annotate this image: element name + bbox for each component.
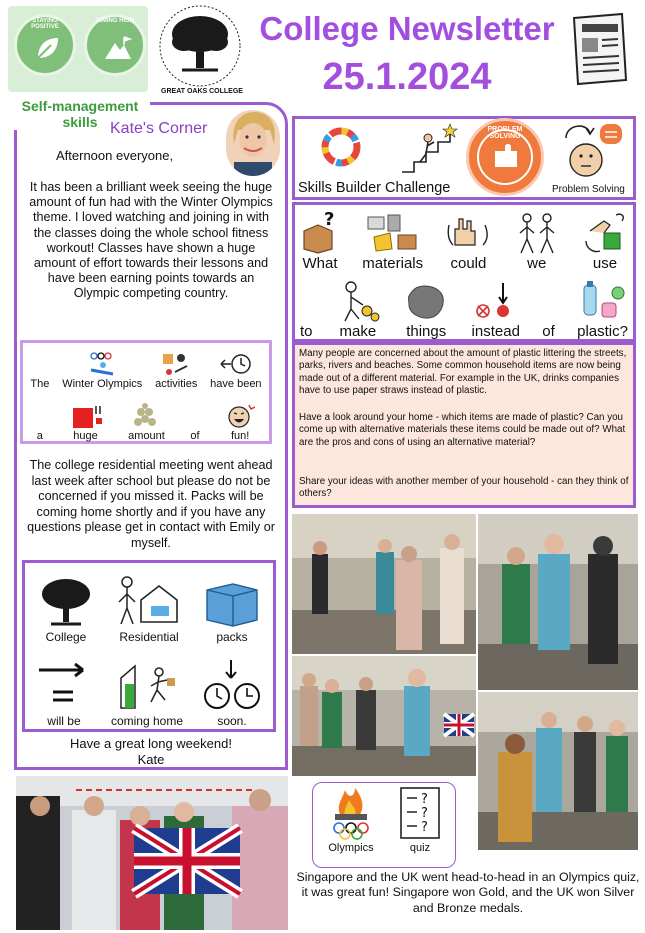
svg-text:?: ? [324,211,335,230]
symbols1-row2 [24,396,268,442]
symbol-label: amount [128,430,165,442]
symbols2-row1 [26,566,272,644]
kate-signoff-2: Kate [137,752,165,767]
problem-solving-thinking-icon [560,120,626,187]
symbol-label: The [30,378,50,390]
symbol-amount [128,402,165,442]
use-hand-icon [582,211,628,255]
challenge-row2 [296,272,632,340]
symbol-fun [225,402,255,442]
symbol-packs [203,574,261,644]
symbol-label: Winter Olympics [62,378,143,390]
symbol-label: things [406,323,447,340]
symbol-soon [201,658,263,728]
olympic-torch-rings-icon [325,786,377,842]
challenge-row1 [296,206,632,272]
challenge-paragraph-1: Many people are concerned about the amount of plastic littering the streets, parks, rivers and beaches. Some common household items are now being made out of a different material. For example in the UK, drinks companies have to use paper straws instead of plastic. [299,348,627,397]
things-blob-icon [403,279,449,323]
symbol-label: Residential [119,630,179,644]
materials-icon [364,211,422,255]
skills-builder-label [298,180,450,196]
quiz-caption: Singapore and the UK went head-to-head in an Olympics quiz, it was great fun! Singapore won Gold, and the UK won Silver and Bronze medals. [296,870,640,915]
symbol-label: materials [362,255,424,272]
symbol-activities [155,350,197,390]
symbol-materials [362,211,423,272]
union-flag-icon [134,828,240,894]
newspaper-icon [566,10,632,88]
climbing-stairs-icon [398,120,460,181]
symbol-things [403,279,449,340]
question-box-icon [300,211,340,255]
college-tree-icon [37,574,95,630]
symbol-label: activities [155,378,198,390]
symbol-label: packs [216,630,248,644]
quiz-sheet-icon [395,786,445,842]
symbol-college [37,574,95,644]
symbol-plastic [577,279,628,340]
skills-tag-line1: Self-management [21,98,139,114]
symbol-label: will be [47,714,81,728]
skills-builder-wheel-icon [318,124,364,175]
kate-avatar [226,110,280,176]
svg-text:?: ? [421,806,428,821]
symbol-will-be [35,658,93,728]
symbol-of [190,402,199,442]
kate-greeting: Afternoon everyone, [56,148,174,163]
symbol-what [300,211,340,272]
symbol-label: fun! [231,430,250,442]
symbol-the [30,350,49,390]
kate-corner-heading: Kate's Corner [110,120,208,137]
symbol-label: instead [471,323,520,340]
kate-paragraph-1: It has been a brilliant week seeing the huge amount of fun had with the Winter Olympics theme. I loved watching and joining in with the classes doing the whole school fitness workout! Classes have shown a huge amount of effort towards their lessons and have been earning points towards an Olympic competing country. [29,180,273,301]
symbol-label: make [339,323,377,340]
symbol-label: Olympics [328,842,374,854]
svg-text:?: ? [421,820,428,835]
could-hand-icon [445,211,491,255]
symbol-label: huge [73,430,98,442]
svg-text:?: ? [421,792,428,807]
symbol-label: we [527,255,547,272]
symbol-label: of [190,430,200,442]
skills-tag-line2: skills [62,114,98,130]
symbol-coming-home [111,658,183,728]
workout-photo-4 [478,692,638,850]
badge2-text: AIMING HIGH [95,18,135,24]
symbol-make [335,279,381,340]
symbols1-row1 [24,344,268,390]
olympic-skier-icon [85,350,119,378]
packs-box-icon [203,574,261,630]
symbols2-row2 [26,648,272,728]
symbol-instead [472,279,520,340]
laughing-face-icon [225,402,255,430]
symbol-of-2 [542,279,555,340]
newsletter-title: College Newsletter [259,10,555,47]
symbol-label: coming home [110,714,184,728]
symbol-have-been [210,350,261,390]
symbol-label: have been [210,378,262,390]
symbol-label: College [45,630,87,644]
mountain-icon [103,33,133,63]
symbol-label: to [300,323,313,340]
union-flag-small-icon [444,714,474,736]
symbol-huge [69,402,103,442]
symbol-use [582,211,628,272]
amount-icon [131,402,161,430]
make-person-icon [335,279,381,323]
symbol-label: a [36,430,43,442]
symbol-to [300,279,313,340]
symbol-could [445,211,491,272]
instead-icon [473,279,519,323]
symbol-label: plastic? [577,323,628,340]
skills-builder-label-2: Challenge [385,180,451,196]
problem-solving-label: Problem Solving [552,184,625,195]
college-name: GREAT OAKS COLLEGE [161,88,243,95]
challenge-paragraph-3: Share your ideas with another member of your household - can they think of others? [299,476,629,500]
symbol-olympics [320,786,382,854]
symbol-we [514,211,560,272]
symbol-label: could [450,255,487,272]
we-people-icon [514,211,560,255]
symbol-label: What [302,255,338,272]
symbol-label: soon. [217,714,247,728]
symbol-label: use [592,255,618,272]
college-logo [152,4,248,100]
workout-photo-3 [292,656,476,776]
leaf-icon [33,33,63,63]
plastic-items-icon [578,279,628,323]
soon-clocks-icon [201,658,263,714]
oak-tree-icon [152,4,248,88]
kate-paragraph-2: The college residential meeting went ahead last week after school but please do not be concerned if you missed it. Packs will be coming home shortly and if you have any questions please get in contact with Emily or myself. [27,458,275,550]
symbol-label: quiz [409,842,431,854]
workout-photo-1 [292,514,476,654]
residential-house-icon [117,574,181,630]
newsletter-date: 25.1.2024 [322,56,492,98]
future-arrow-icon [35,658,93,714]
problem-solving-badge-text: PROBLEM SOLVING [487,126,523,140]
workout-photo-2 [478,514,638,690]
coming-home-icon [115,658,179,714]
symbol-quiz [390,786,450,854]
symbol-winter-olympics [62,350,142,390]
symbol-a [37,402,43,442]
clock-back-icon [219,350,253,378]
skills-builder-label-1: Skills Builder [298,180,381,196]
union-flag-group-photo [16,776,288,930]
challenge-paragraph-2: Have a look around your home - which items are made of plastic? Can you come up with alternative materials these items could be made out of? What are the pros and cons of using an alternative material? [299,412,626,448]
huge-icon [69,402,103,430]
symbol-residential [117,574,181,644]
kate-signoff-1: Have a great long weekend! [70,736,232,751]
activities-icon [161,350,191,378]
badge1-text: STAYING POSITIVE [31,18,59,30]
symbol-label: of [542,323,555,340]
